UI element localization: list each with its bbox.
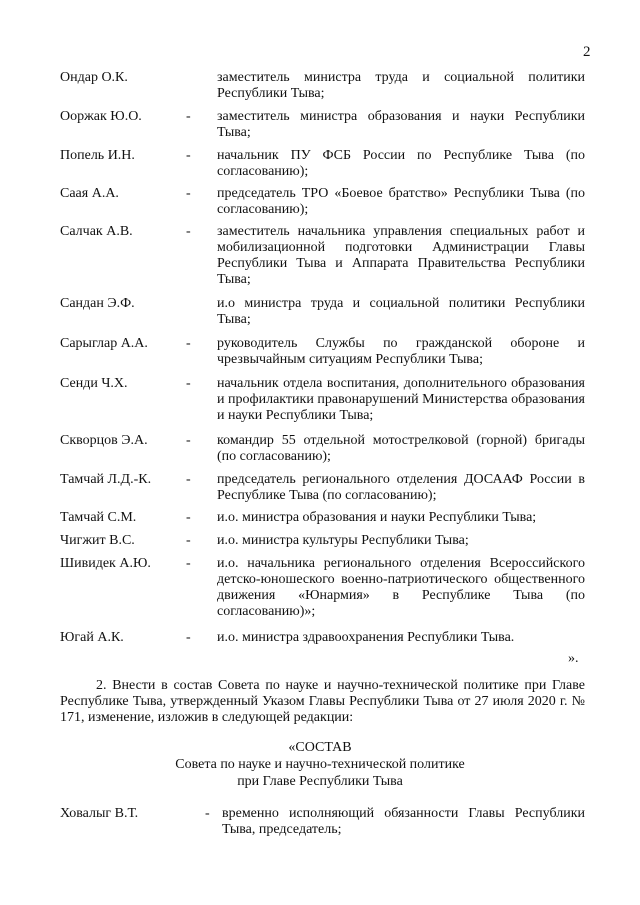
member-description: заместитель министра труда и социальной политики Республики Тыва; xyxy=(217,70,585,101)
section-heading-subtitle: Совета по науке и научно-технической политике xyxy=(175,757,465,772)
member-name: Попель И.Н. xyxy=(60,148,135,163)
member-description: заместитель начальника управления специальных работ и мобилизационной подготовки Администрации Главы Республики Тыва и Аппарата Правительства Республики Тыва; xyxy=(217,224,585,287)
amendment-paragraph: 2. Внести в состав Совета по науке и научно-технической политике при Главе Республике Тыва, утвержденный Указом Главы Республики Тыва от 27 июля 2020 г. № 171, изменение, изложив в следующей редакции: xyxy=(60,678,585,725)
member-description: и.о. министра здравоохранения Республики Тыва. xyxy=(217,630,515,645)
member-dash: - xyxy=(186,433,191,448)
member-name: Саая А.А. xyxy=(60,186,119,201)
member-description: и.о. министра культуры Республики Тыва; xyxy=(217,533,469,548)
member-dash: - xyxy=(205,806,210,821)
section-heading-title: «СОСТАВ xyxy=(288,740,352,755)
member-dash: - xyxy=(186,376,191,391)
member-name: Тамчай Л.Д.-К. xyxy=(60,472,152,487)
member-dash: - xyxy=(186,472,191,487)
member-name: Югай А.К. xyxy=(60,630,124,645)
member-dash: - xyxy=(186,336,191,351)
member-description: и.о министра труда и социальной политики Республики Тыва; xyxy=(217,296,585,327)
member-name: Ооржак Ю.О. xyxy=(60,109,142,124)
member-description: председатель ТРО «Боевое братство» Республики Тыва (по согласованию); xyxy=(217,186,585,217)
member-dash: - xyxy=(186,109,191,124)
page-number: 2 xyxy=(583,44,591,60)
member-name: Чигжит В.С. xyxy=(60,533,135,548)
member-dash: - xyxy=(186,630,191,645)
member-dash: - xyxy=(186,510,191,525)
member-description: и.о. министра образования и науки Республики Тыва; xyxy=(217,510,537,525)
member-dash: - xyxy=(186,533,191,548)
section-heading-subtitle-2: при Главе Республики Тыва xyxy=(237,774,403,789)
member-description: начальник отдела воспитания, дополнительного образования и профилактики правонарушений Министерства образования и науки Республики Тыва; xyxy=(217,376,585,423)
member-name: Ховалыг В.Т. xyxy=(60,806,139,821)
member-description: командир 55 отдельной мотострелковой (горной) бригады (по согласованию); xyxy=(217,433,585,464)
member-name: Сенди Ч.Х. xyxy=(60,376,128,391)
member-dash: - xyxy=(186,186,191,201)
member-description: начальник ПУ ФСБ России по Республике Тыва (по согласованию); xyxy=(217,148,585,179)
member-dash: - xyxy=(186,224,191,239)
member-name: Тамчай С.М. xyxy=(60,510,137,525)
member-description: временно исполняющий обязанности Главы Республики Тыва, председатель; xyxy=(222,806,585,837)
member-description: руководитель Службы по гражданской обороне и чрезвычайным ситуациям Республики Тыва; xyxy=(217,336,585,367)
member-name: Сарыглар А.А. xyxy=(60,336,148,351)
member-description: и.о. начальника регионального отделения Всероссийского детско-юношеского военно-патриотического общественного движения «Юнармия» в Республике Тыва (по согласованию)»; xyxy=(217,556,585,619)
member-name: Сандан Э.Ф. xyxy=(60,296,135,311)
member-name: Ондар О.К. xyxy=(60,70,128,85)
member-dash: - xyxy=(186,148,191,163)
member-name: Скворцов Э.А. xyxy=(60,433,148,448)
member-description: заместитель министра образования и науки Республики Тыва; xyxy=(217,109,585,140)
closing-quote: ». xyxy=(568,651,579,666)
member-description: председатель регионального отделения ДОСААФ России в Республике Тыва (по согласованию); xyxy=(217,472,585,503)
member-name: Шивидек А.Ю. xyxy=(60,556,151,571)
member-dash: - xyxy=(186,556,191,571)
member-name: Салчак А.В. xyxy=(60,224,133,239)
